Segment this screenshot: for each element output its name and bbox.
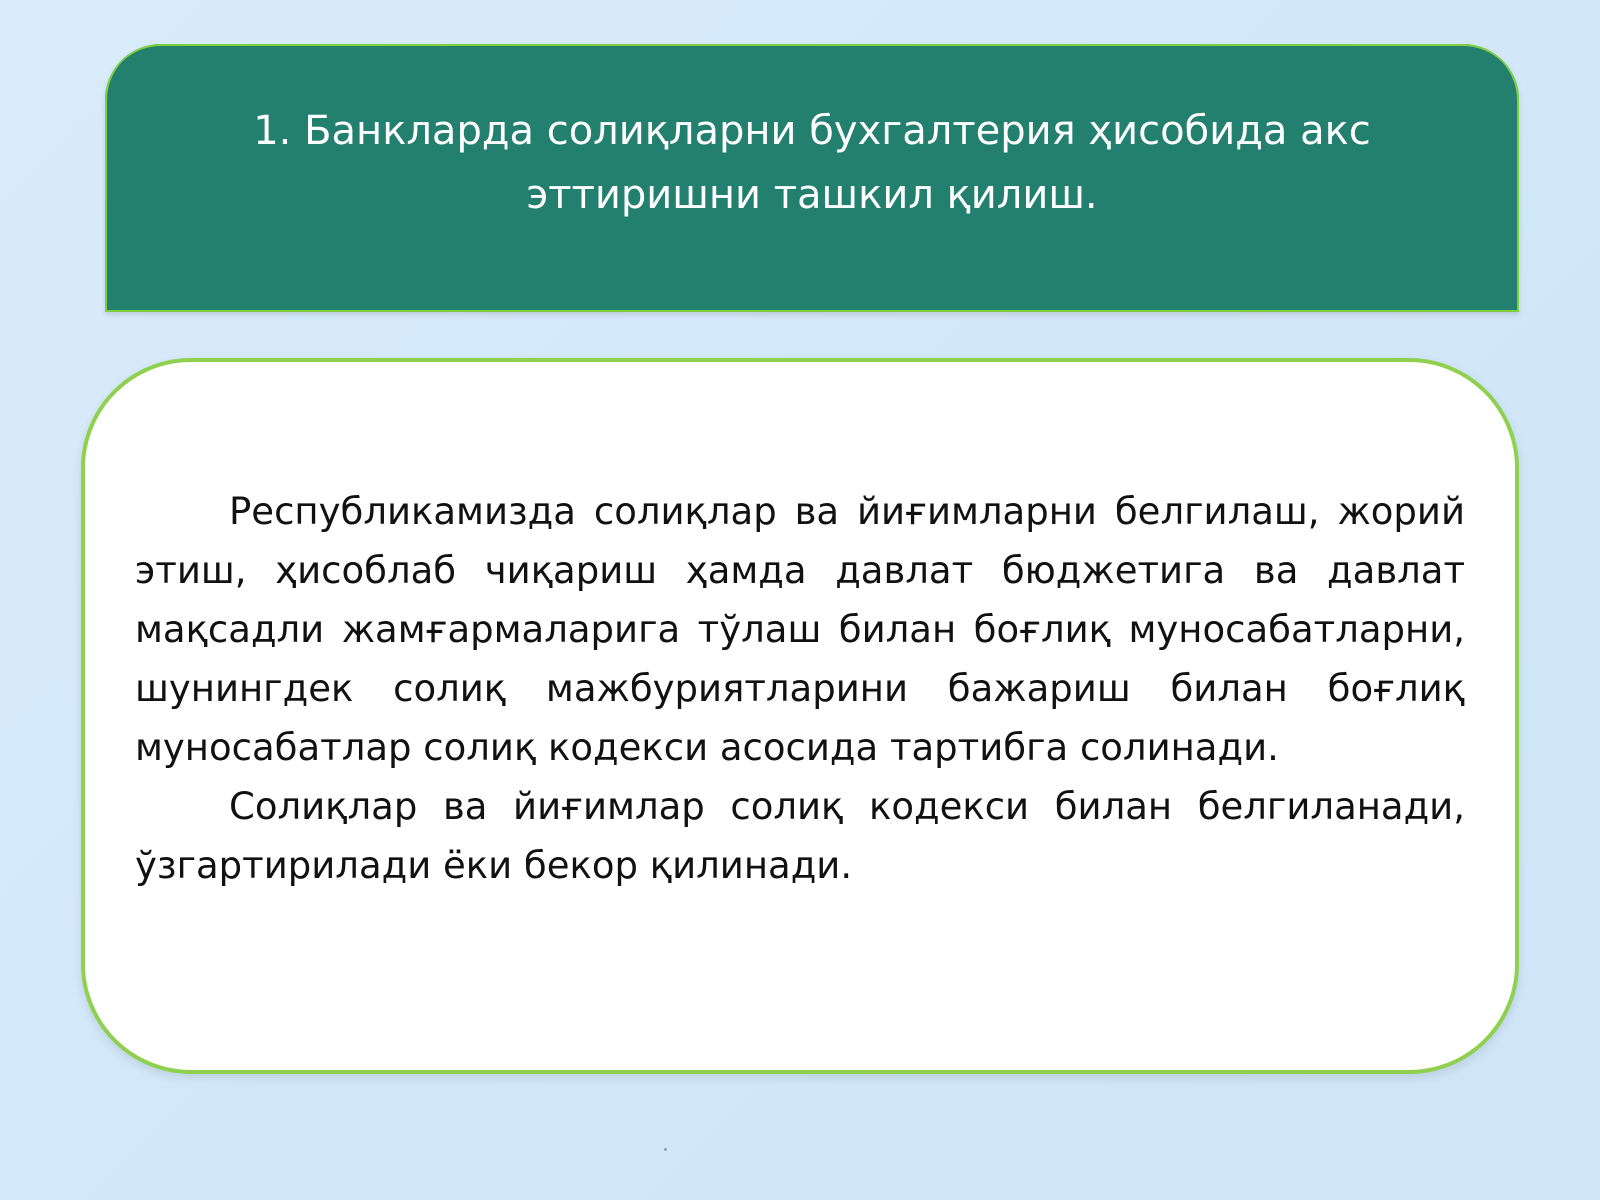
- paragraph-tax-relations: Республикамизда солиқлар ва йиғимларни белгилаш, жорий этиш, ҳисоблаб чиқариш ҳамда давлат бюджетига ва давлат мақсадли жамғармаларига тўлаш билан боғлиқ муносабатларни, шунингдек солиқ мажбуриятларини бажариш билан боғлиқ муносабатлар солиқ кодекси асосида тартибга солинади.: [135, 490, 1465, 769]
- decorative-dot: [664, 1148, 667, 1151]
- slide-title: 1. Банкларда солиқларни бухгалтерия ҳисобида акс эттиришни ташкил қилиш.: [253, 108, 1371, 218]
- content-panel: [81, 358, 1519, 1074]
- content-text-area: [135, 482, 1465, 895]
- slide-title-banner: [105, 44, 1519, 312]
- paragraph-tax-code: Солиқлар ва йиғимлар солиқ кодекси билан белгиланади, ўзгартирилади ёки бекор қилинади.: [135, 785, 1465, 887]
